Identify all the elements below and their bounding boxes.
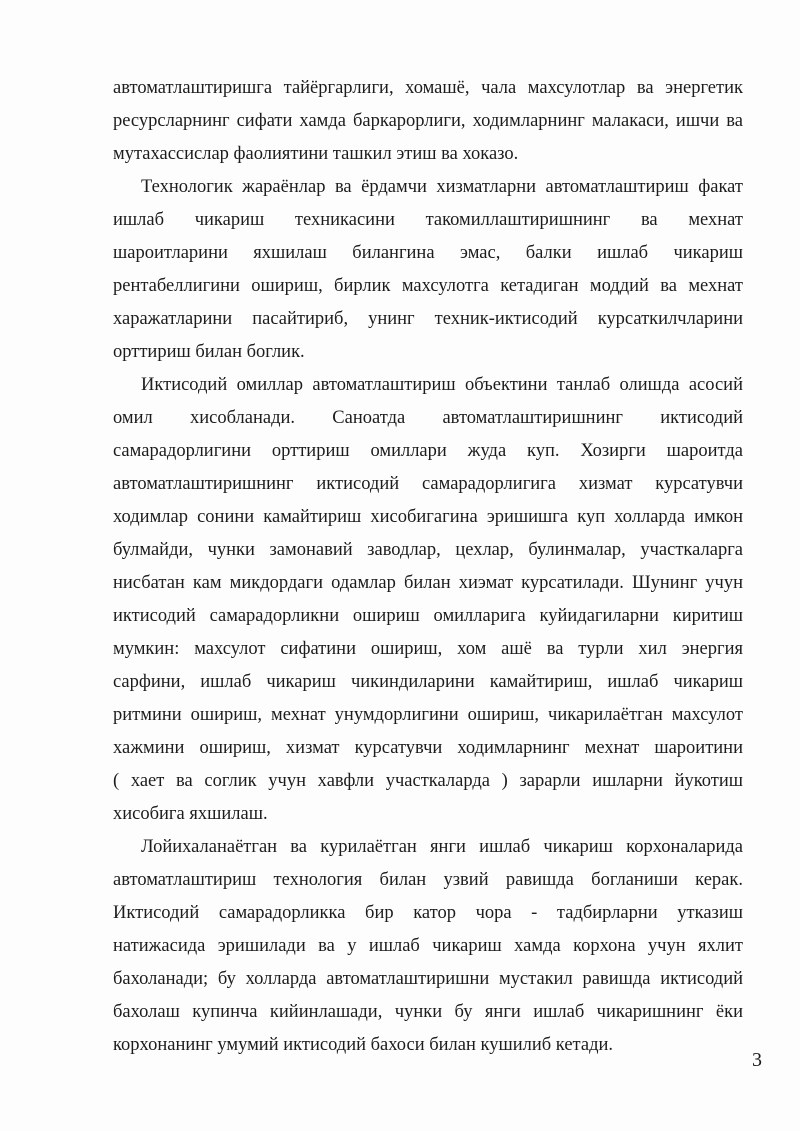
paragraph	[113, 831, 743, 1062]
text-line: ресурсларнинг сифати хамда баркарорлиги, ходимларнинг малакаси, ишчи ва	[113, 111, 743, 131]
text-line: харажатларини пасайтириб, унинг техник-иктисодий курсаткилчларини	[113, 309, 743, 329]
text-line: автоматлаштириш технология билан узвий равишда богланиши керак.	[113, 870, 743, 890]
text-line: мутахассислар фаолиятини ташкил этиш ва хоказо.	[113, 144, 519, 164]
text-line: сарфини, ишлаб чикариш чикиндиларини камайтириш, ишлаб чикариш	[113, 672, 743, 692]
text-line: орттириш билан боглик.	[113, 342, 305, 362]
text-line: рентабеллигини ошириш, бирлик махсулотга кетадиган моддий ва мехнат	[113, 276, 743, 296]
text-line: хисобига яхшилаш.	[113, 804, 268, 824]
text-line: автоматлаштиришга тайёргарлиги, хомашё, чала махсулотлар ва энергетик	[113, 78, 743, 98]
text-line: хажмини ошириш, хизмат курсатувчи ходимларнинг мехнат шароитини	[113, 738, 743, 758]
text-line: булмайди, чунки замонавий заводлар, цехлар, булинмалар, участкаларга	[113, 540, 743, 560]
text-line: омил хисобланади. Саноатда автоматлаштиришнинг иктисодий	[113, 408, 743, 428]
text-line: бахолаш купинча кийинлашади, чунки бу янги ишлаб чикаришнинг ёки	[113, 1002, 743, 1022]
paragraph	[113, 171, 743, 369]
text-line: Технологик жараёнлар ва ёрдамчи хизматларни автоматлаштириш факат	[141, 177, 743, 197]
text-line: автоматлаштиришнинг иктисодий самарадорлигига хизмат курсатувчи	[113, 474, 743, 494]
text-line: Лойихаланаётган ва курилаётган янги ишлаб чикариш корхоналарида	[141, 837, 743, 857]
paragraph	[113, 72, 743, 171]
text-line: бахоланади; бу холларда автоматлаштиришни мустакил равишда иктисодий	[113, 969, 743, 989]
text-line: самарадорлигини орттириш омиллари жуда куп. Хозирги шароитда	[113, 441, 743, 461]
text-line: ишлаб чикариш техникасини такомиллаштиришнинг ва мехнат	[113, 210, 743, 230]
text-line: шароитларини яхшилаш билангина эмас, балки ишлаб чикариш	[113, 243, 743, 263]
text-block	[113, 72, 743, 1062]
text-line: Иктисодий самарадорликка бир катор чора - тадбирларни утказиш	[113, 903, 743, 923]
text-line: ( хает ва соглик учун хавфли участкаларда ) зарарли ишларни йукотиш	[113, 771, 743, 791]
text-line: ходимлар сонини камайтириш хисобигагина эришишга куп холларда имкон	[113, 507, 743, 527]
text-line: Иктисодий омиллар автоматлаштириш объектини танлаб олишда асосий	[141, 375, 743, 395]
text-line: мумкин: махсулот сифатини ошириш, хом ашё ва турли хил энергия	[113, 639, 743, 659]
paragraph	[113, 369, 743, 831]
text-line: нисбатан кам микдордаги одамлар билан хиэмат курсатилади. Шунинг учун	[113, 573, 743, 593]
text-line: иктисодий самарадорликни ошириш омилларига куйидагиларни киритиш	[113, 606, 743, 626]
page-number: 3	[752, 1049, 762, 1071]
text-line: натижасида эришилади ва у ишлаб чикариш хамда корхона учун яхлит	[113, 936, 743, 956]
text-line: корхонанинг умумий иктисодий бахоси билан кушилиб кетади.	[113, 1035, 614, 1055]
text-line: ритмини ошириш, мехнат унумдорлигини ошириш, чикарилаётган махсулот	[113, 705, 743, 725]
